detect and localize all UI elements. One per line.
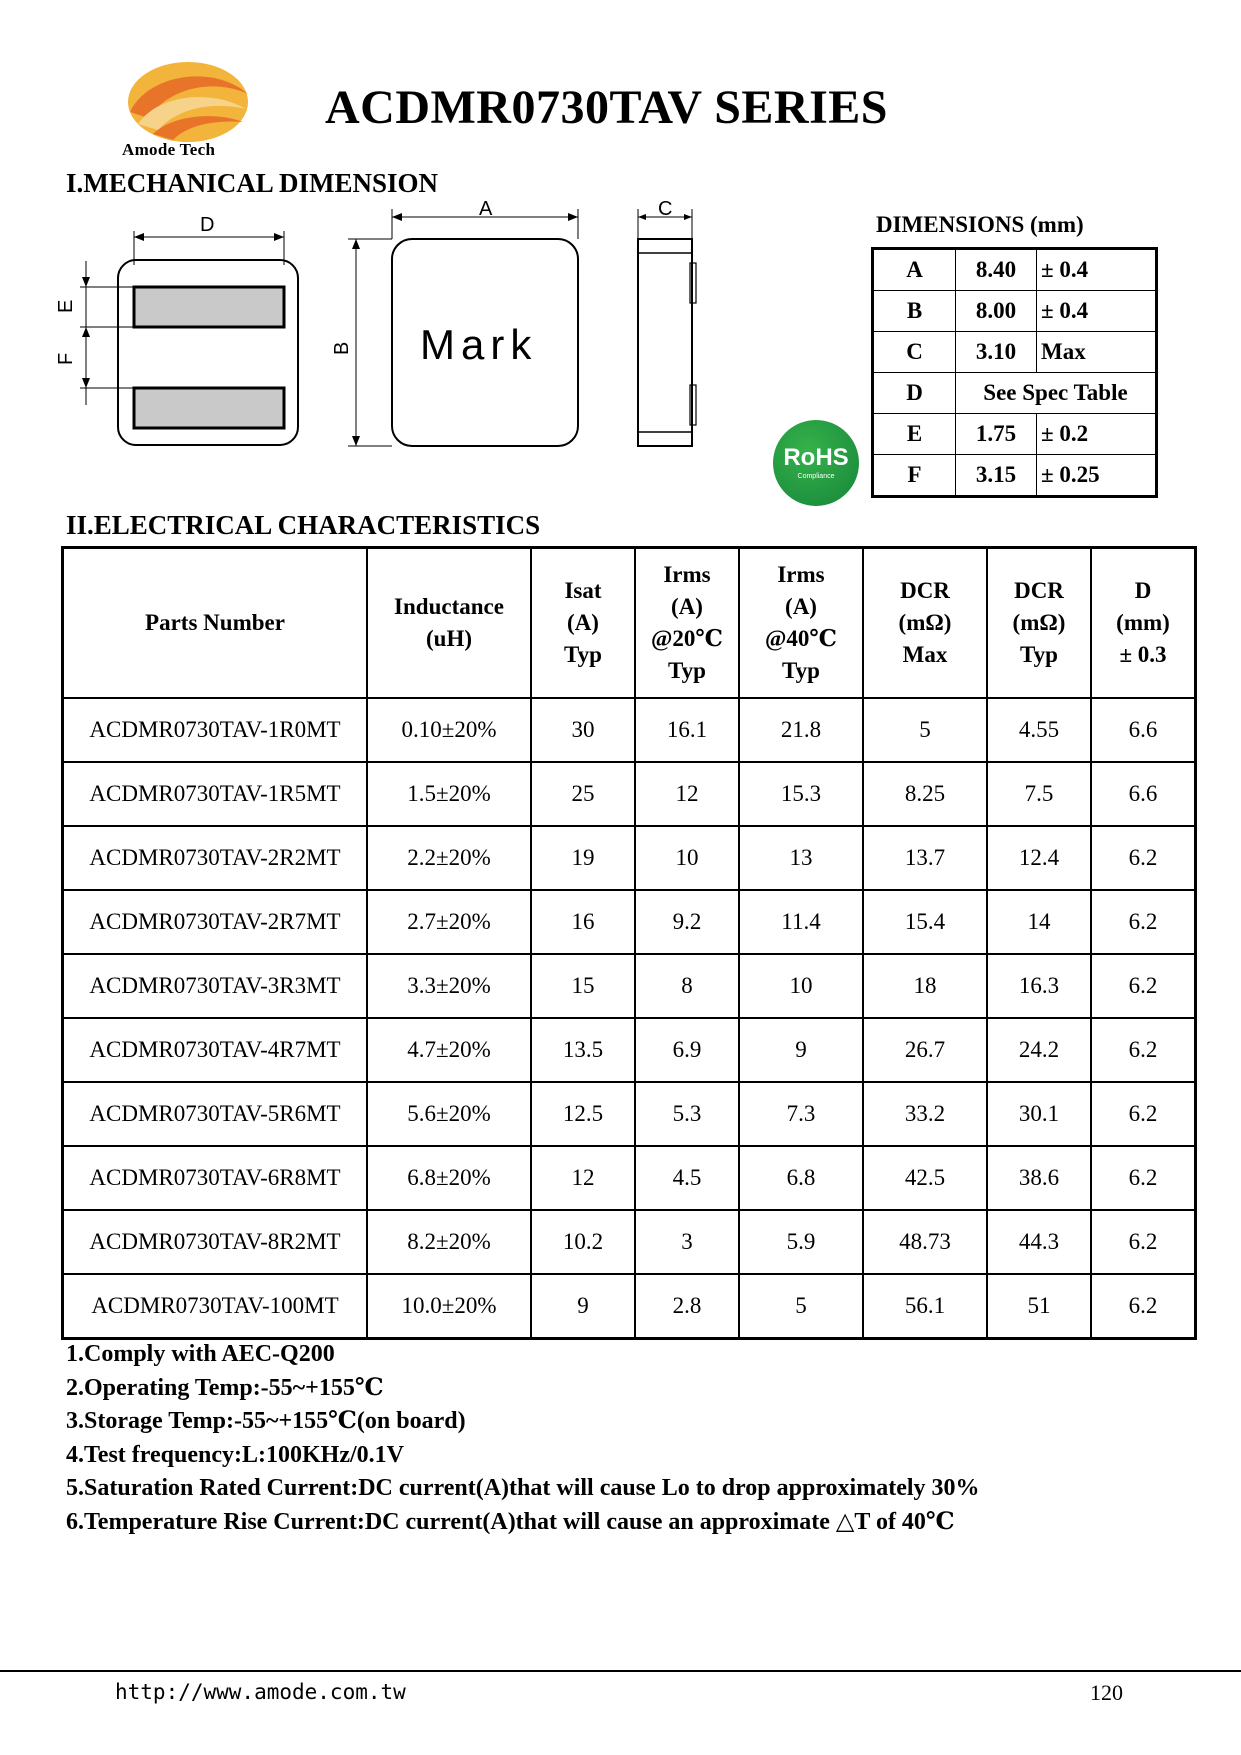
table-row <box>63 1018 1196 1082</box>
part-number-cell: ACDMR0730TAV-8R2MT <box>63 1210 368 1274</box>
column-header-line: (uH) <box>426 626 472 651</box>
value-cell: 14 <box>987 890 1091 954</box>
value-cell: 13.7 <box>863 826 987 890</box>
dim-row: B 8.00 ± 0.4 <box>873 291 1157 332</box>
value-cell: 16.3 <box>987 954 1091 1018</box>
value-cell: 6.6 <box>1091 762 1196 826</box>
value-cell: 10.0±20% <box>367 1274 531 1339</box>
column-header-line: @20℃ <box>651 626 723 651</box>
value-cell: 6.2 <box>1091 1018 1196 1082</box>
part-number-cell: ACDMR0730TAV-6R8MT <box>63 1146 368 1210</box>
column-header-line: Typ <box>1020 642 1058 667</box>
value-cell: 8.2±20% <box>367 1210 531 1274</box>
column-header-line: Irms <box>777 562 825 587</box>
table-row <box>63 1274 1196 1339</box>
value-cell: 12.4 <box>987 826 1091 890</box>
note-item: 2.Operating Temp:-55~+155℃ <box>66 1374 384 1401</box>
value-cell: 5 <box>739 1274 863 1339</box>
table-row <box>63 954 1196 1018</box>
note-item: 6.Temperature Rise Current:DC current(A)that will cause an approximate △T of 40℃ <box>66 1508 955 1535</box>
value-cell: 4.55 <box>987 698 1091 762</box>
value-cell: 12.5 <box>531 1082 635 1146</box>
column-header <box>1091 548 1196 699</box>
mechanical-drawing <box>55 198 725 475</box>
value-cell: 9.2 <box>635 890 739 954</box>
rohs-badge <box>773 420 859 506</box>
column-header-line: Parts Number <box>145 610 285 635</box>
table-header-row <box>63 548 1196 699</box>
part-number-cell: ACDMR0730TAV-100MT <box>63 1274 368 1339</box>
value-cell: 10 <box>739 954 863 1018</box>
part-number-cell: ACDMR0730TAV-1R5MT <box>63 762 368 826</box>
mark-text: Mark <box>420 321 538 368</box>
value-cell: 6.9 <box>635 1018 739 1082</box>
value-cell: 4.7±20% <box>367 1018 531 1082</box>
value-cell: 56.1 <box>863 1274 987 1339</box>
column-header-line: (A) <box>671 594 703 619</box>
value-cell: 33.2 <box>863 1082 987 1146</box>
value-cell: 51 <box>987 1274 1091 1339</box>
part-number-cell: ACDMR0730TAV-2R7MT <box>63 890 368 954</box>
value-cell: 10.2 <box>531 1210 635 1274</box>
value-cell: 6.2 <box>1091 1082 1196 1146</box>
value-cell: 8.25 <box>863 762 987 826</box>
rohs-label: RoHS <box>783 444 849 471</box>
dim-row: C 3.10 Max <box>873 332 1157 373</box>
column-header <box>863 548 987 699</box>
table-row <box>63 890 1196 954</box>
column-header-line: Max <box>902 642 948 667</box>
value-cell: 38.6 <box>987 1146 1091 1210</box>
value-cell: 11.4 <box>739 890 863 954</box>
dimensions-table <box>871 247 1158 498</box>
value-cell: 12 <box>531 1146 635 1210</box>
value-cell: 5.9 <box>739 1210 863 1274</box>
column-header-line: Typ <box>782 658 820 683</box>
column-header-line: (mΩ) <box>1012 610 1066 635</box>
column-header-line: DCR <box>1014 578 1064 603</box>
notes-list <box>66 1338 980 1539</box>
note-item: 1.Comply with AEC-Q200 <box>66 1341 335 1367</box>
value-cell: 2.7±20% <box>367 890 531 954</box>
value-cell: 6.8 <box>739 1146 863 1210</box>
value-cell: 0.10±20% <box>367 698 531 762</box>
label-b: B <box>331 341 353 355</box>
value-cell: 13 <box>739 826 863 890</box>
table-row <box>63 698 1196 762</box>
column-header-line: (mΩ) <box>898 610 952 635</box>
dim-row: A 8.40 ± 0.4 <box>873 249 1157 291</box>
column-header-line: Typ <box>564 642 602 667</box>
column-header <box>739 548 863 699</box>
side-view-outline <box>638 239 692 446</box>
footer-url: http://www.amode.com.tw <box>115 1680 406 1704</box>
value-cell: 15 <box>531 954 635 1018</box>
electrical-table <box>61 546 1197 1340</box>
value-cell: 6.2 <box>1091 1146 1196 1210</box>
value-cell: 13.5 <box>531 1018 635 1082</box>
bottom-pad-bottom <box>134 388 284 428</box>
label-e: E <box>55 299 77 313</box>
column-header-line: D <box>1134 578 1152 603</box>
note-item: 5.Saturation Rated Current:DC current(A)that will cause Lo to drop approximately 30% <box>66 1475 980 1501</box>
value-cell: 44.3 <box>987 1210 1091 1274</box>
logo-text: Amode Tech <box>122 140 216 159</box>
column-header-line: @40℃ <box>765 626 837 651</box>
value-cell: 2.8 <box>635 1274 739 1339</box>
dim-row: E 1.75 ± 0.2 <box>873 414 1157 455</box>
value-cell: 6.2 <box>1091 890 1196 954</box>
part-number-cell: ACDMR0730TAV-5R6MT <box>63 1082 368 1146</box>
column-header-line: (A) <box>567 610 599 635</box>
column-header <box>63 548 368 699</box>
value-cell: 26.7 <box>863 1018 987 1082</box>
table-row <box>63 762 1196 826</box>
value-cell: 3.3±20% <box>367 954 531 1018</box>
column-header-line: DCR <box>900 578 950 603</box>
column-header-line: Isat <box>564 578 602 603</box>
column-header <box>531 548 635 699</box>
value-cell: 30.1 <box>987 1082 1091 1146</box>
table-row <box>63 1210 1196 1274</box>
value-cell: 30 <box>531 698 635 762</box>
value-cell: 15.4 <box>863 890 987 954</box>
value-cell: 5 <box>863 698 987 762</box>
value-cell: 7.3 <box>739 1082 863 1146</box>
value-cell: 6.8±20% <box>367 1146 531 1210</box>
table-row <box>63 1082 1196 1146</box>
value-cell: 9 <box>531 1274 635 1339</box>
value-cell: 48.73 <box>863 1210 987 1274</box>
value-cell: 21.8 <box>739 698 863 762</box>
label-a: A <box>479 198 493 220</box>
page-number: 120 <box>1090 1680 1123 1705</box>
dim-row: D See Spec Table <box>873 373 1157 414</box>
table-row <box>63 826 1196 890</box>
value-cell: 6.2 <box>1091 1274 1196 1339</box>
part-number-cell: ACDMR0730TAV-3R3MT <box>63 954 368 1018</box>
value-cell: 7.5 <box>987 762 1091 826</box>
part-number-cell: ACDMR0730TAV-1R0MT <box>63 698 368 762</box>
column-header-line: Inductance <box>394 594 504 619</box>
value-cell: 19 <box>531 826 635 890</box>
value-cell: 12 <box>635 762 739 826</box>
page-title: ACDMR0730TAV SERIES <box>325 81 888 134</box>
section-electrical-title: II.ELECTRICAL CHARACTERISTICS <box>66 510 541 540</box>
column-header-line: (mm) <box>1116 610 1170 635</box>
dim-row: F 3.15 ± 0.25 <box>873 455 1157 497</box>
value-cell: 9 <box>739 1018 863 1082</box>
column-header <box>367 548 531 699</box>
part-number-cell: ACDMR0730TAV-4R7MT <box>63 1018 368 1082</box>
value-cell: 6.6 <box>1091 698 1196 762</box>
column-header-line: (A) <box>785 594 817 619</box>
value-cell: 1.5±20% <box>367 762 531 826</box>
value-cell: 16 <box>531 890 635 954</box>
value-cell: 24.2 <box>987 1018 1091 1082</box>
dimensions-title: DIMENSIONS (mm) <box>876 212 1084 237</box>
value-cell: 8 <box>635 954 739 1018</box>
value-cell: 5.6±20% <box>367 1082 531 1146</box>
value-cell: 25 <box>531 762 635 826</box>
value-cell: 2.2±20% <box>367 826 531 890</box>
column-header <box>635 548 739 699</box>
value-cell: 5.3 <box>635 1082 739 1146</box>
footer-divider <box>0 1670 1241 1672</box>
section-mechanical-title: I.MECHANICAL DIMENSION <box>66 168 439 198</box>
value-cell: 10 <box>635 826 739 890</box>
value-cell: 42.5 <box>863 1146 987 1210</box>
column-header-line: Irms <box>663 562 711 587</box>
column-header-line: Typ <box>668 658 706 683</box>
part-number-cell: ACDMR0730TAV-2R2MT <box>63 826 368 890</box>
table-row <box>63 1146 1196 1210</box>
value-cell: 6.2 <box>1091 954 1196 1018</box>
label-f: F <box>55 352 77 365</box>
value-cell: 6.2 <box>1091 1210 1196 1274</box>
label-c: C <box>658 198 673 220</box>
label-d: D <box>200 214 215 236</box>
column-header-line: ± 0.3 <box>1119 642 1167 667</box>
bottom-pad-top <box>134 287 284 327</box>
value-cell: 15.3 <box>739 762 863 826</box>
rohs-sublabel: Compliance <box>797 473 835 480</box>
value-cell: 16.1 <box>635 698 739 762</box>
value-cell: 6.2 <box>1091 826 1196 890</box>
column-header <box>987 548 1091 699</box>
value-cell: 3 <box>635 1210 739 1274</box>
note-item: 3.Storage Temp:-55~+155℃(on board) <box>66 1408 466 1434</box>
value-cell: 4.5 <box>635 1146 739 1210</box>
value-cell: 18 <box>863 954 987 1018</box>
note-item: 4.Test frequency:L:100KHz/0.1V <box>66 1441 404 1468</box>
